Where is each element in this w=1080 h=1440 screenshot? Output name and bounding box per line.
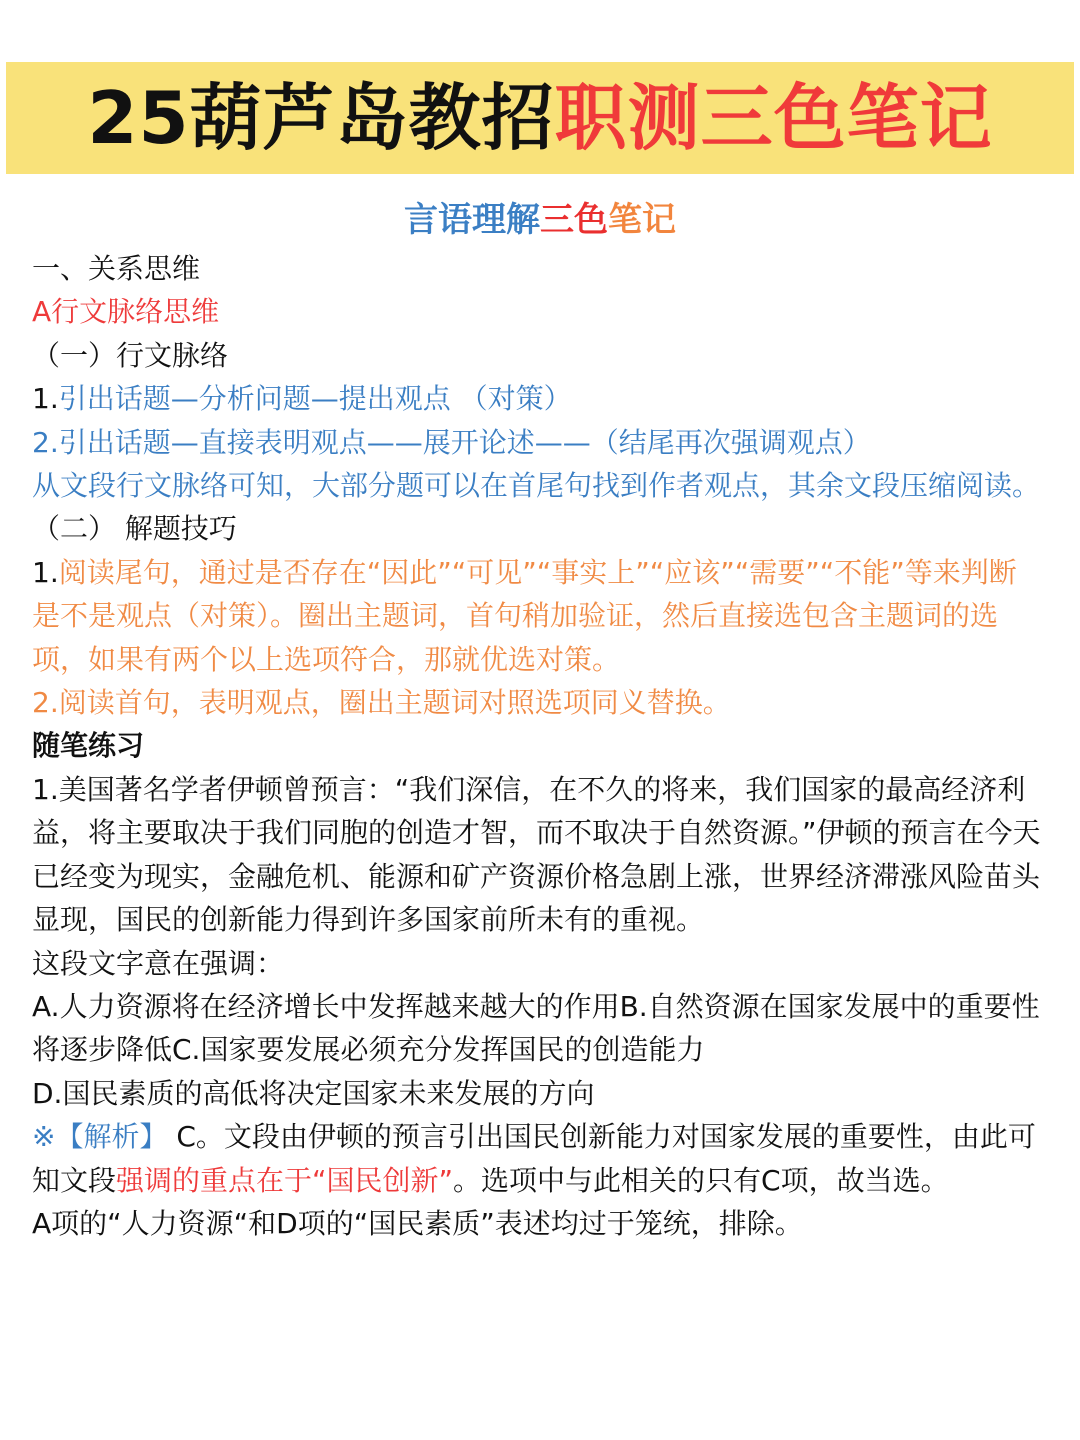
analysis-text-2: 。选项中与此相关的只有C项，故当选。 <box>453 1163 949 1197</box>
analysis-label: ※【解析】 <box>32 1120 168 1154</box>
practice-prompt: 这段文字意在强调： <box>32 946 285 980</box>
banner-title-red: 职测三色笔记 <box>554 76 993 160</box>
tip-2: 2.阅读首句，表明观点，圈出主题词对照选项同义替换。 <box>32 686 731 720</box>
part1-title: （一）行文脉络 <box>32 338 229 372</box>
tip-1 <box>32 551 1042 681</box>
section-subheading: A行文脉络思维 <box>32 295 220 329</box>
practice-exclusion: A项的“人力资源“和D项的“国民素质”表述均过于笼统，排除。 <box>32 1206 803 1240</box>
practice-heading: 随笔练习 <box>32 729 145 763</box>
structure-item-1 <box>32 377 1042 420</box>
subtitle-part-orange: 笔记 <box>608 200 676 240</box>
structure-item-1-text: 引出话题—分析问题—提出观点 （对策） <box>58 382 572 416</box>
section-heading: 一、关系思维 <box>32 252 201 285</box>
tip-1-text: 阅读尾句，通过是否存在“因此”“可见”“事实上”“应该”“需要”“不能”等来判断是不是观点（对策）。圈出主题词，首句稍加验证，然后直接选包含主题词的选项，如果有两个以上选项符合，那就优选对策。 <box>32 555 1017 676</box>
structure-item-2: 2.引出话题—直接表明观点——展开论述——（结尾再次强调观点） <box>32 425 871 459</box>
section-subtitle <box>0 196 1080 244</box>
practice-question: 1.美国著名学者伊顿曾预言：“我们深信，在不久的将来，我们国家的最高经济利益，将主要取决于我们同胞的创造才智，而不取决于自然资源。”伊顿的预言在今天已经变为现实，金融危机、能源和矿产资源价格急剧上涨，世界经济滞涨风险苗头显现，国民的创新能力得到许多国家前所未有的重视。 <box>32 772 1041 937</box>
analysis-highlight: 强调的重点在于“国民创新” <box>116 1163 454 1197</box>
title-banner <box>6 62 1074 174</box>
practice-analysis <box>32 1115 1042 1202</box>
part2-title: （二） 解题技巧 <box>32 512 237 546</box>
subtitle-part-blue: 言语理解 <box>404 200 540 240</box>
notes-content <box>32 247 1042 1245</box>
analysis-text-1: C。文段由伊顿的预言引出国民创新能力对国家发展的重要性，由此可知文段 <box>32 1120 1036 1197</box>
practice-option-d: D.国民素质的高低将决定国家未来发展的方向 <box>32 1076 595 1110</box>
practice-options-abc: A.人力资源将在经济增长中发挥越来越大的作用B.自然资源在国家发展中的重要性将逐步降低C.国家要发展必须充分发挥国民的创造能力 <box>32 989 1040 1067</box>
banner-title-black: 25葫芦岛教招 <box>87 76 555 160</box>
structure-item-1-number: 1. <box>32 382 59 416</box>
subtitle-part-red: 三色 <box>540 200 608 240</box>
structure-summary: 从文段行文脉络可知，大部分题可以在首尾句找到作者观点，其余文段压缩阅读。 <box>32 469 1041 503</box>
tip-1-number: 1. <box>32 555 59 589</box>
